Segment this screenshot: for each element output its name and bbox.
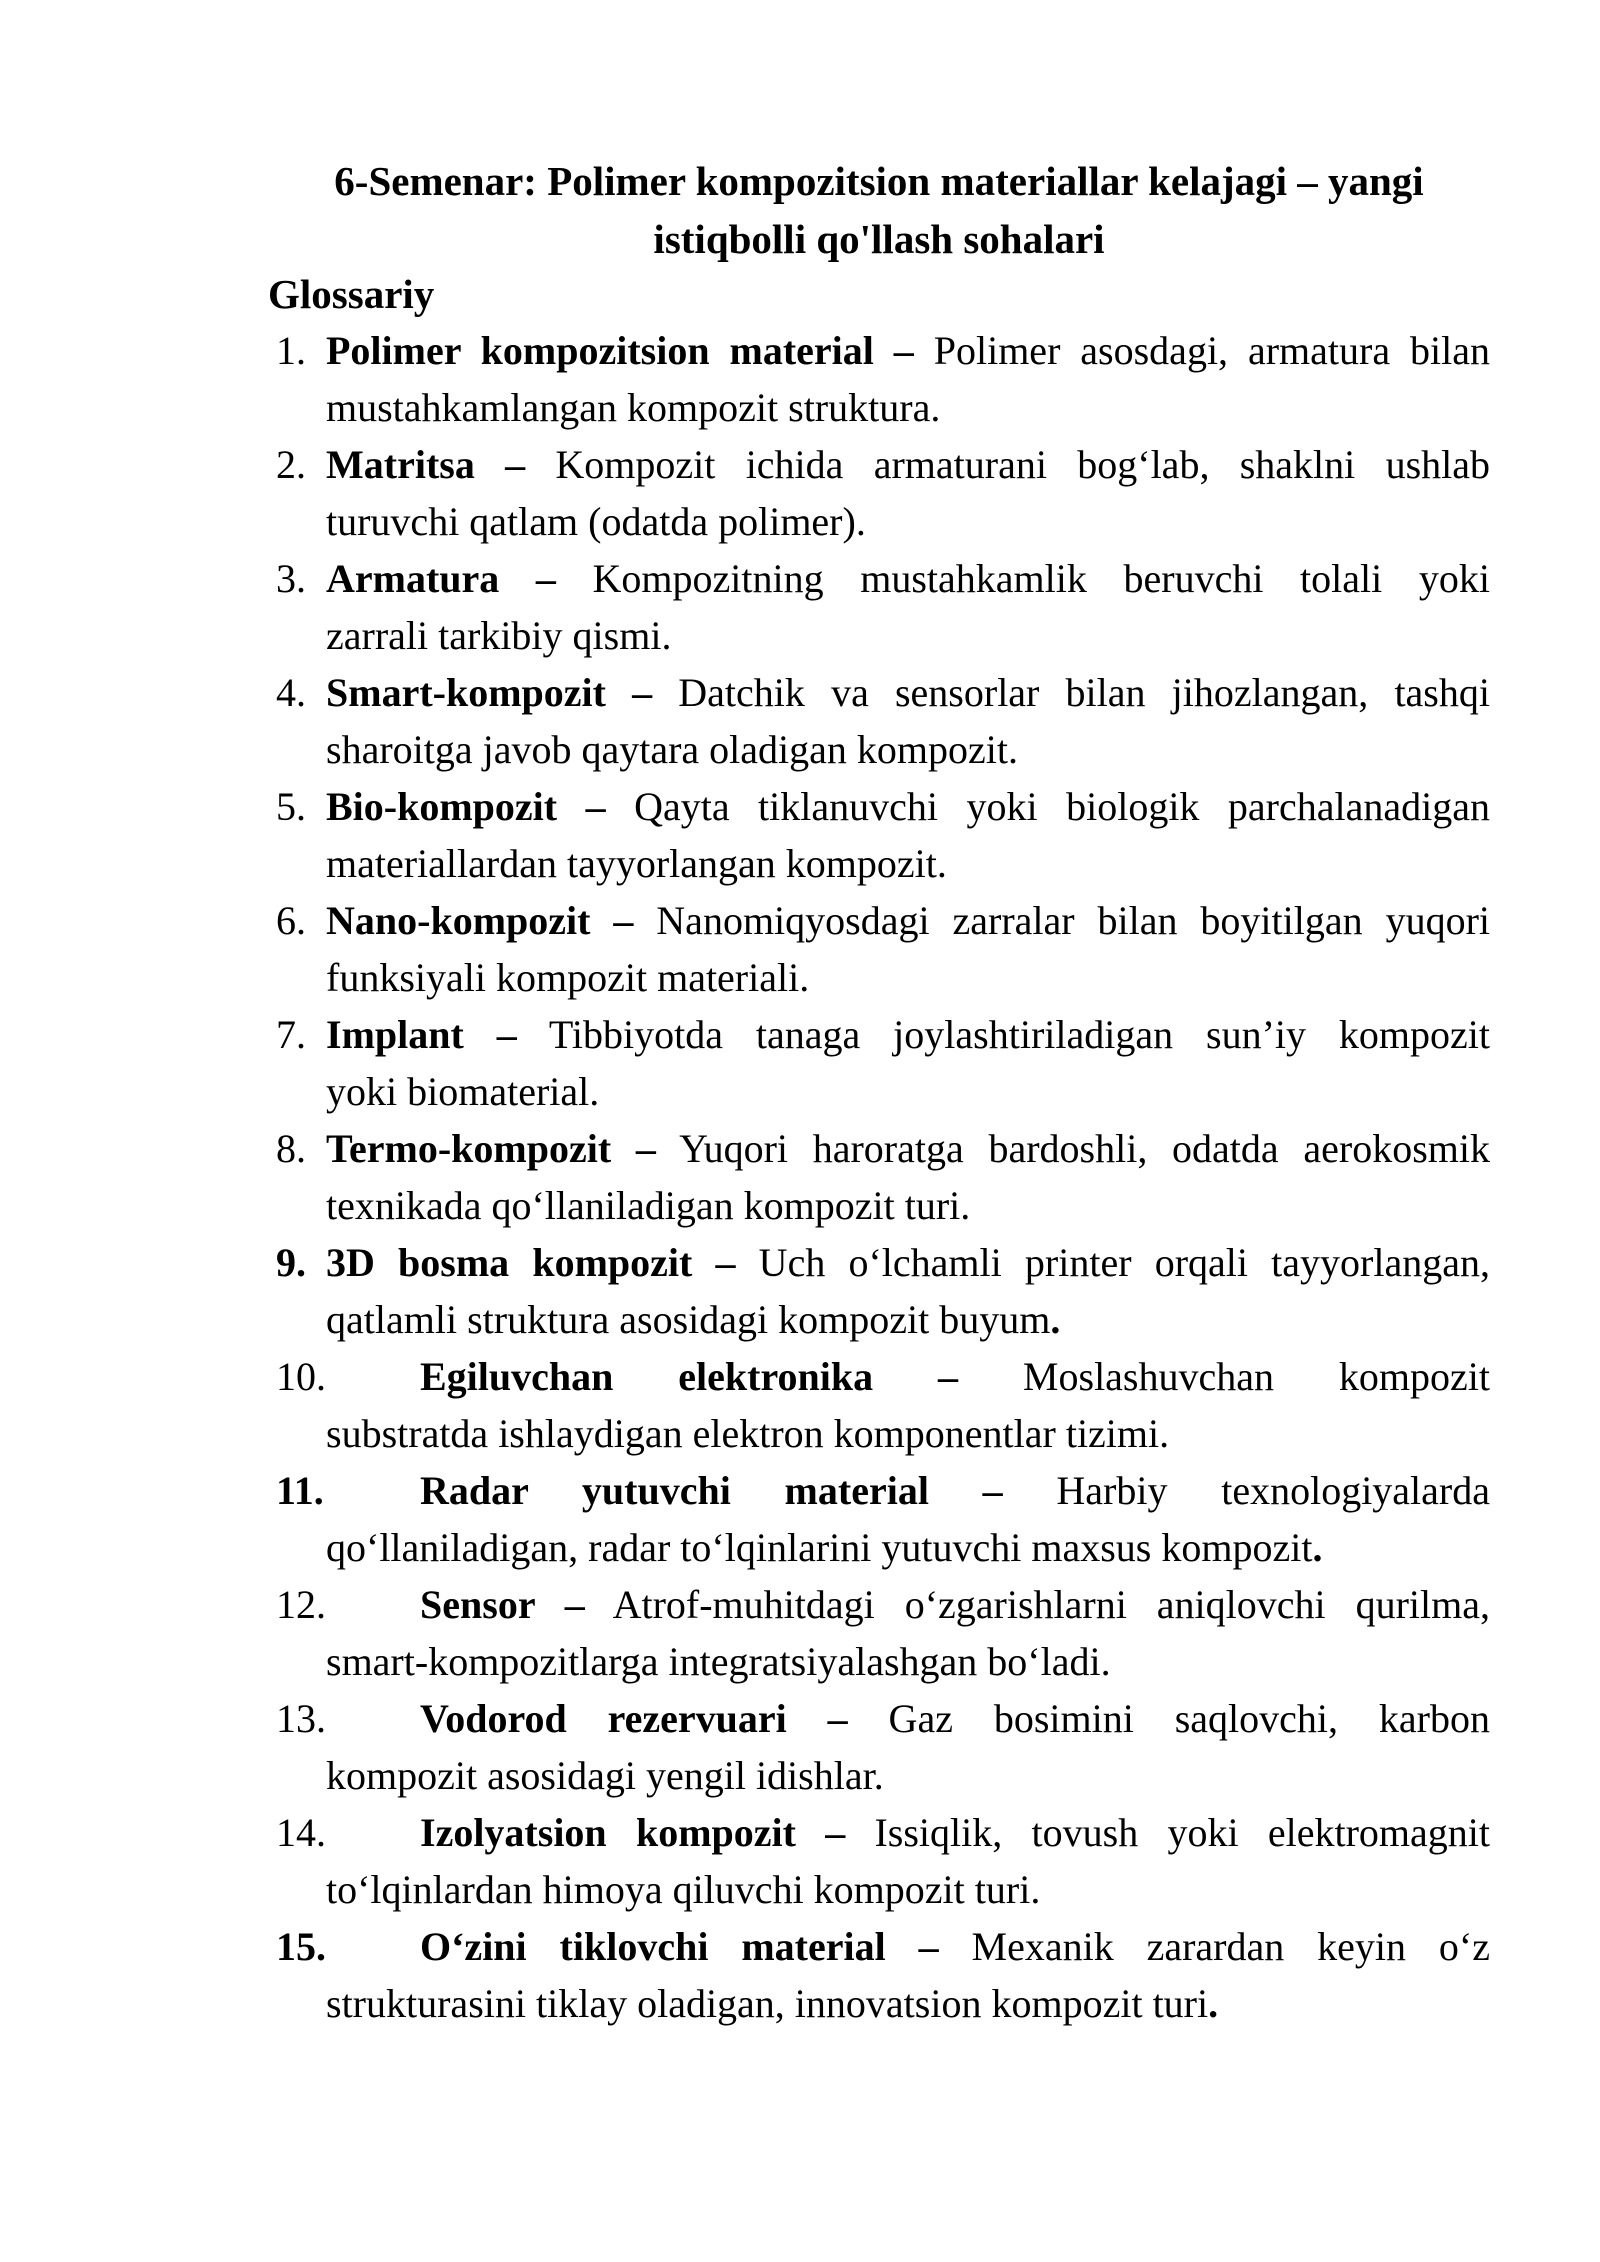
glossary-item xyxy=(0,436,1600,550)
item-term: 3D bosma kompozit – xyxy=(326,1240,736,1285)
item-first-line xyxy=(420,1462,1490,1519)
item-definition-start: Tibbiyotda tanaga joylashtiriladigan sun’iy kompozit xyxy=(516,1012,1491,1057)
item-second-line xyxy=(326,1405,1169,1462)
item-first-line xyxy=(326,1120,1490,1177)
item-second-line xyxy=(326,1747,884,1804)
item-number: 12. xyxy=(276,1582,326,1627)
item-definition-end: mustahkamlangan kompozit struktura. xyxy=(326,385,941,430)
item-term: Polimer kompozitsion material – xyxy=(326,328,914,373)
glossary-item xyxy=(0,1006,1600,1120)
item-definition-start: Kompozitning mustahkamlik beruvchi tolali yoki xyxy=(555,556,1491,601)
item-definition-end: materiallardan tayyorlangan kompozit. xyxy=(326,841,947,886)
glossary-item xyxy=(0,1576,1600,1690)
item-definition-end: kompozit asosidagi yengil idishlar. xyxy=(326,1753,884,1798)
item-number: 10. xyxy=(276,1354,326,1399)
item-definition-start: Kompozit ichida armaturani bog‘lab, shaklni ushlab xyxy=(525,442,1491,487)
item-second-line xyxy=(326,379,940,436)
item-term: Radar yutuvchi material – xyxy=(420,1468,1003,1513)
item-definition-start: Nanomiqyosdagi zarralar bilan boyitilgan yuqori xyxy=(633,898,1490,943)
item-first-line xyxy=(326,322,1490,379)
glossary-item xyxy=(0,1804,1600,1918)
item-term: Egiluvchan elektronika – xyxy=(420,1354,959,1399)
item-number: 14. xyxy=(276,1810,326,1855)
item-definition-end: to‘lqinlardan himoya qiluvchi kompozit turi. xyxy=(326,1867,1041,1912)
item-definition-end: texnikada qo‘llaniladigan kompozit turi. xyxy=(326,1183,971,1228)
item-definition-start: Mexanik zarardan keyin o‘z xyxy=(938,1924,1490,1969)
item-term: Nano-kompozit – xyxy=(326,898,634,943)
item-first-line xyxy=(326,1006,1490,1063)
item-definition-end: strukturasini tiklay oladigan, innovatsion kompozit turi xyxy=(326,1981,1209,2026)
item-definition-start: Moslashuvchan kompozit xyxy=(958,1354,1490,1399)
glossary-item xyxy=(0,1462,1600,1576)
item-term: Vodorod rezervuari – xyxy=(420,1696,848,1741)
item-definition-start: Qayta tiklanuvchi yoki biologik parchalanadigan xyxy=(605,784,1490,829)
page-title xyxy=(268,152,1490,268)
glossary-list xyxy=(0,322,1600,2032)
item-definition-end: smart-kompozitlarga integratsiyalashgan bo‘ladi. xyxy=(326,1639,1111,1684)
item-number: 7. xyxy=(276,1012,306,1057)
item-number: 8. xyxy=(276,1126,306,1171)
item-definition-end: turuvchi qatlam (odatda polimer). xyxy=(326,499,866,544)
item-second-line xyxy=(326,1861,1040,1918)
item-second-line xyxy=(326,493,866,550)
glossary-item xyxy=(0,550,1600,664)
item-number: 11. xyxy=(276,1468,324,1513)
item-definition-start: Issiqlik, tovush yoki elektromagnit xyxy=(845,1810,1491,1855)
item-definition-end: yoki biomaterial. xyxy=(326,1069,600,1114)
item-definition-end: funksiyali kompozit materiali. xyxy=(326,955,810,1000)
item-number: 9. xyxy=(276,1240,306,1285)
item-second-line xyxy=(326,721,1018,778)
item-number: 4. xyxy=(276,670,306,715)
item-term: Smart-kompozit – xyxy=(326,670,653,715)
item-definition-start: Gaz bosimini saqlovchi, karbon xyxy=(847,1696,1490,1741)
item-first-line xyxy=(420,1576,1490,1633)
item-term: Armatura – xyxy=(326,556,556,601)
item-second-line xyxy=(326,1063,599,1120)
item-second-line xyxy=(326,949,809,1006)
item-definition-end: zarrali tarkibiy qismi. xyxy=(326,613,672,658)
item-term: Izolyatsion kompozit – xyxy=(420,1810,846,1855)
item-number: 6. xyxy=(276,898,306,943)
glossary-item xyxy=(0,322,1600,436)
item-definition-start: Polimer asosdagi, armatura bilan xyxy=(913,328,1490,373)
item-first-line xyxy=(326,550,1490,607)
glossary-item xyxy=(0,778,1600,892)
item-number: 13. xyxy=(276,1696,326,1741)
item-definition-start: Uch o‘lchamli printer orqali tayyorlangan, xyxy=(735,1240,1490,1285)
item-second-line xyxy=(326,1519,1322,1576)
item-definition-start: Yuqori haroratga bardoshli, odatda aerokosmik xyxy=(655,1126,1490,1171)
item-definition-start: Datchik va sensorlar bilan jihozlangan, tashqi xyxy=(652,670,1490,715)
item-second-line xyxy=(326,1291,1060,1348)
item-definition-start: Atrof-muhitdagi o‘zgarishlarni aniqlovchi qurilma, xyxy=(584,1582,1491,1627)
item-definition-end: substratda ishlaydigan elektron komponentlar tizimi. xyxy=(326,1411,1170,1456)
glossary-item xyxy=(0,892,1600,1006)
item-trailing: . xyxy=(1050,1297,1061,1342)
item-number: 3. xyxy=(276,556,306,601)
item-term: Matritsa – xyxy=(326,442,526,487)
item-definition-end: sharoitga javob qaytara oladigan kompozit. xyxy=(326,727,1019,772)
item-trailing: . xyxy=(1208,1981,1219,2026)
item-first-line xyxy=(326,436,1490,493)
item-first-line xyxy=(420,1348,1490,1405)
item-term: Bio-kompozit – xyxy=(326,784,606,829)
item-first-line xyxy=(420,1690,1490,1747)
title-line-2: istiqbolli qo'llash sohalari xyxy=(653,216,1105,262)
glossary-item xyxy=(0,664,1600,778)
glossary-heading: Glossariy xyxy=(268,271,435,317)
item-second-line xyxy=(326,835,947,892)
item-first-line xyxy=(326,778,1490,835)
item-second-line xyxy=(326,1975,1218,2032)
item-number: 1. xyxy=(276,328,306,373)
item-term: O‘zini tiklovchi material – xyxy=(420,1924,939,1969)
item-first-line xyxy=(326,664,1490,721)
item-number: 15. xyxy=(276,1924,326,1969)
item-trailing: . xyxy=(1312,1525,1323,1570)
item-definition-end: qo‘llaniladigan, radar to‘lqinlarini yutuvchi maxsus kompozit xyxy=(326,1525,1313,1570)
item-first-line xyxy=(420,1918,1490,1975)
glossary-item xyxy=(0,1918,1600,2032)
item-second-line xyxy=(326,607,671,664)
item-definition-end: qatlamli struktura asosidagi kompozit buyum xyxy=(326,1297,1051,1342)
item-first-line xyxy=(326,892,1490,949)
item-second-line xyxy=(326,1633,1111,1690)
item-first-line xyxy=(420,1804,1490,1861)
item-definition-start: Harbiy texnologiyalarda xyxy=(1002,1468,1490,1513)
glossary-item xyxy=(0,1120,1600,1234)
glossary-item xyxy=(0,1348,1600,1462)
item-term: Termo-kompozit – xyxy=(326,1126,656,1171)
title-line-1: 6-Semenar: Polimer kompozitsion materiallar kelajagi – yangi xyxy=(334,158,1424,204)
item-second-line xyxy=(326,1177,970,1234)
glossary-item xyxy=(0,1690,1600,1804)
glossary-item xyxy=(0,1234,1600,1348)
item-first-line xyxy=(326,1234,1490,1291)
item-number: 2. xyxy=(276,442,306,487)
item-term: Implant – xyxy=(326,1012,517,1057)
item-number: 5. xyxy=(276,784,306,829)
item-term: Sensor – xyxy=(420,1582,585,1627)
